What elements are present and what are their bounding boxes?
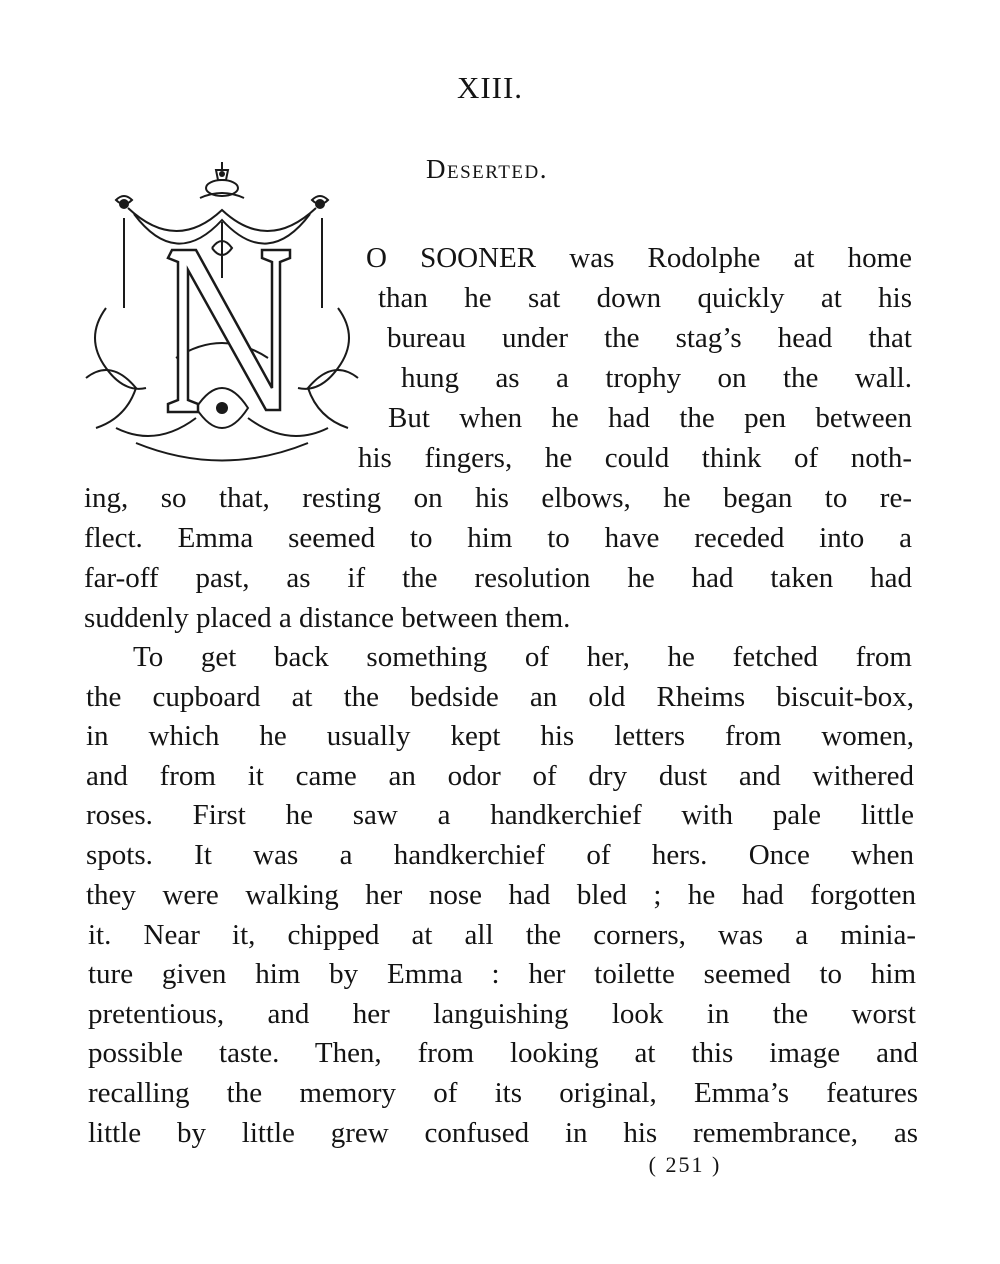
text-line: in which he usually kept his letters from women, xyxy=(86,720,914,752)
text-line: hung as a trophy on the wall. xyxy=(401,362,912,394)
text-line: than he sat down quickly at his xyxy=(378,282,912,314)
text-line: ing, so that, resting on his elbows, he began to re- xyxy=(84,482,912,514)
text-line: suddenly placed a distance between them. xyxy=(84,602,571,634)
text-line: far-off past, as if the resolution he had taken had xyxy=(84,562,912,594)
text-line: they were walking her nose had bled ; he had forgotten xyxy=(86,879,916,911)
text-line: flect. Emma seemed to him to have receded into a xyxy=(84,522,912,554)
text-line: roses. First he saw a handkerchief with pale little xyxy=(86,799,914,831)
text-line: his fingers, he could think of noth- xyxy=(358,442,912,474)
text-line: ture given him by Emma : her toilette seemed to him xyxy=(88,958,916,990)
ornamental-initial-n xyxy=(76,158,368,470)
text-line: the cupboard at the bedside an old Rheims biscuit-box, xyxy=(86,681,914,713)
text-line: To get back something of her, he fetched from xyxy=(133,641,912,673)
text-line: O SOONER was Rodolphe at home xyxy=(366,242,912,274)
text-line: possible taste. Then, from looking at this image and xyxy=(88,1037,918,1069)
chapter-number: XIII. xyxy=(456,70,524,105)
text-line: and from it came an odor of dry dust and withered xyxy=(86,760,914,792)
page-number: ( 251 ) xyxy=(648,1152,722,1177)
text-line: recalling the memory of its original, Emma’s features xyxy=(88,1077,918,1109)
text-line: spots. It was a handkerchief of hers. Once when xyxy=(86,839,914,871)
text-line: bureau under the stag’s head that xyxy=(387,322,912,354)
text-line: it. Near it, chipped at all the corners, was a minia- xyxy=(88,919,916,951)
text-line: little by little grew confused in his remembrance, as xyxy=(88,1117,918,1149)
chapter-title: Deserted. xyxy=(426,154,548,184)
text-line: pretentious, and her languishing look in the worst xyxy=(88,998,916,1030)
text-line: But when he had the pen between xyxy=(388,402,912,434)
